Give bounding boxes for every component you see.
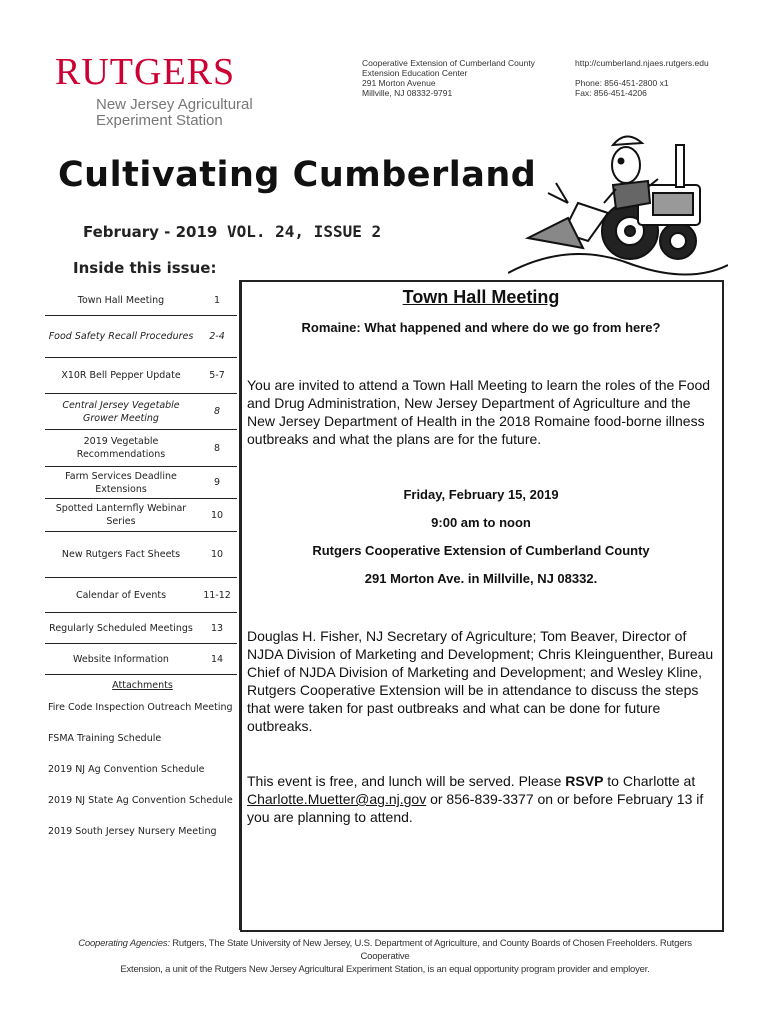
toc-title: Central Jersey Vegetable Grower Meeting bbox=[62, 399, 180, 424]
inside-issue-heading: Inside this issue: bbox=[73, 259, 217, 277]
event-date: Friday, February 15, 2019 bbox=[403, 487, 559, 502]
article-subtitle: Romaine: What happened and where do we go from here? bbox=[301, 320, 661, 335]
toc-page: 11-12 bbox=[203, 589, 231, 601]
toc-title: Spotted Lanternfly Webinar Series bbox=[55, 503, 187, 527]
article-title: Town Hall Meeting bbox=[402, 287, 560, 307]
table-of-contents bbox=[45, 285, 237, 675]
toc-row[interactable] bbox=[45, 394, 237, 430]
event-location: Rutgers Cooperative Extension of Cumberland County bbox=[312, 543, 650, 558]
attachment-item[interactable]: 2019 NJ State Ag Convention Schedule bbox=[48, 795, 233, 806]
attachments-heading: Attachments bbox=[112, 680, 173, 691]
attachment-item[interactable]: FSMA Training Schedule bbox=[48, 733, 162, 744]
article-paragraph: Douglas H. Fisher, NJ Secretary of Agriculture; Tom Beaver, Director of NJDA Division of Marketing and Development; Chris Kleinguenther, Bureau Chief of NJDA Division of Marketing and Development; and Wesley Kline, Rutgers Cooperative Extension will be in attendance to discuss the steps that were taken for past outbreaks and what can be done for future outbreaks. bbox=[247, 628, 714, 734]
toc-title: Website Information bbox=[73, 653, 169, 665]
logo-subtitle-line1: New Jersey Agricultural bbox=[96, 96, 253, 113]
attachment-item[interactable]: Fire Code Inspection Outreach Meeting bbox=[48, 702, 233, 713]
toc-title: Calendar of Events bbox=[75, 589, 167, 601]
toc-title: 2019 Vegetable Recommendations bbox=[76, 436, 166, 460]
address-line: Millville, NJ 08332-9791 bbox=[362, 88, 453, 98]
fax-number: Fax: 856-451-4206 bbox=[575, 88, 647, 98]
rutgers-logo: RUTGERS bbox=[55, 51, 236, 93]
farmer-on-tractor-illustration bbox=[508, 123, 728, 278]
toc-page: 9 bbox=[213, 477, 221, 488]
toc-title: Town Hall Meeting bbox=[77, 294, 165, 306]
footer-text: Rutgers, The State University of New Jersey, U.S. Department of Agriculture, and County Boards of Chosen Freeholders. Rutgers Cooperative bbox=[169, 938, 692, 962]
toc-page: 14 bbox=[210, 653, 224, 665]
toc-title: Farm Services Deadline Extensions bbox=[65, 470, 177, 495]
rsvp-email-link[interactable]: Charlotte.Muetter@ag.nj.gov bbox=[247, 791, 427, 807]
toc-page: 1 bbox=[213, 294, 221, 306]
rsvp-label: RSVP bbox=[565, 773, 604, 789]
issue-volume: VOL. 24, ISSUE 2 bbox=[226, 222, 382, 241]
footer-label: Cooperating Agencies: bbox=[78, 938, 170, 949]
issue-month: February - 2019 bbox=[83, 223, 218, 241]
attachment-item[interactable]: 2019 NJ Ag Convention Schedule bbox=[48, 764, 205, 775]
toc-row[interactable] bbox=[45, 316, 237, 358]
toc-row[interactable] bbox=[45, 499, 237, 532]
toc-page: 10 bbox=[210, 509, 224, 521]
toc-title: New Rutgers Fact Sheets bbox=[61, 549, 181, 560]
toc-row[interactable] bbox=[45, 430, 237, 467]
toc-row[interactable] bbox=[45, 532, 237, 578]
rsvp-text: or 856-839-3377 on or before February 13 if you are planning to attend. bbox=[247, 791, 704, 825]
phone-number: Phone: 856-451-2800 x1 bbox=[575, 78, 669, 88]
rsvp-text: to Charlotte at bbox=[603, 773, 696, 789]
toc-row[interactable] bbox=[45, 467, 237, 499]
office-contact bbox=[575, 58, 709, 98]
toc-row[interactable] bbox=[45, 358, 237, 394]
footer-disclaimer bbox=[60, 937, 710, 976]
footer-text: Extension, a unit of the Rutgers New Jersey Agricultural Experiment Station, is an equal opportunity program provider and employer. bbox=[120, 964, 650, 975]
toc-row[interactable] bbox=[45, 578, 237, 613]
toc-page: 8 bbox=[213, 406, 221, 417]
toc-page: 8 bbox=[213, 442, 221, 454]
address-line: Extension Education Center bbox=[362, 68, 468, 78]
website-link[interactable]: http://cumberland.njaes.rutgers.edu bbox=[575, 58, 709, 68]
toc-row[interactable] bbox=[45, 285, 237, 316]
rsvp-text: This event is free, and lunch will be served. Please bbox=[247, 773, 566, 789]
rsvp-paragraph bbox=[247, 772, 715, 826]
event-time: 9:00 am to noon bbox=[431, 515, 531, 530]
toc-page: 10 bbox=[210, 549, 224, 560]
newsletter-title: Cultivating Cumberland bbox=[58, 155, 537, 195]
logo-subtitle-line2: Experiment Station bbox=[96, 112, 223, 129]
event-address: 291 Morton Ave. in Millville, NJ 08332. bbox=[364, 571, 598, 586]
toc-page: 2-4 bbox=[209, 331, 225, 342]
article-paragraph: You are invited to attend a Town Hall Meeting to learn the roles of the Food and Drug Administration, New Jersey Department of Agriculture and the New Jersey Department of Health in the 2018 Romaine food-borne illness outbreaks and what the plans are for the future. bbox=[247, 377, 711, 447]
toc-title: Food Safety Recall Procedures bbox=[48, 331, 194, 342]
address-line: 291 Morton Avenue bbox=[362, 78, 436, 88]
logo-subtitle bbox=[96, 97, 253, 129]
toc-page: 13 bbox=[210, 622, 224, 634]
attachments-list bbox=[48, 680, 243, 857]
issue-line bbox=[83, 222, 381, 241]
address-line: Cooperative Extension of Cumberland County bbox=[362, 58, 535, 68]
attachment-item[interactable]: 2019 South Jersey Nursery Meeting bbox=[48, 826, 217, 837]
office-address bbox=[362, 58, 535, 98]
toc-title: X10R Bell Pepper Update bbox=[61, 370, 181, 381]
toc-title: Regularly Scheduled Meetings bbox=[49, 622, 193, 634]
toc-row[interactable] bbox=[45, 644, 237, 675]
toc-row[interactable] bbox=[45, 613, 237, 644]
toc-page: 5-7 bbox=[209, 370, 225, 381]
